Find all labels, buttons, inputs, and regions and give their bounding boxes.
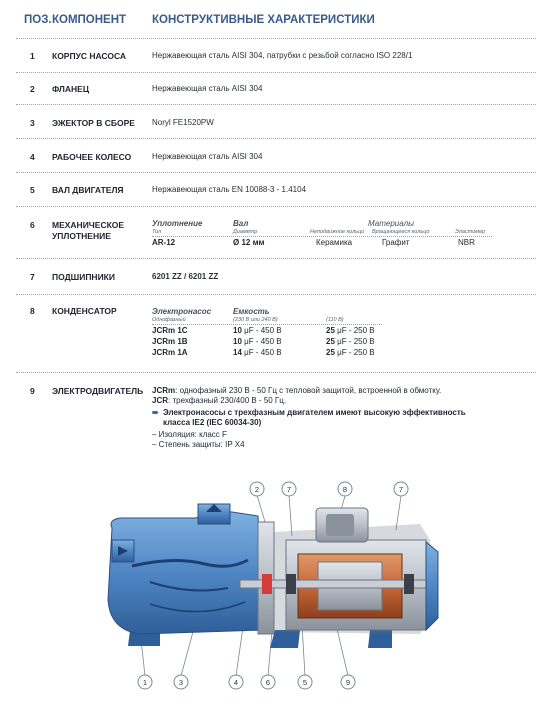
motor-model-three: JCR (152, 396, 169, 405)
row-number: 4 (30, 152, 35, 162)
capacity-110-value: 25 (326, 348, 335, 357)
divider (16, 172, 536, 173)
divider (16, 206, 536, 207)
row-component: ВАЛ ДВИГАТЕЛЯ (52, 185, 124, 195)
divider (16, 104, 536, 105)
pump-sub-label: Однофазный (152, 317, 186, 323)
divider (16, 72, 536, 73)
diagram-label: 8 (342, 485, 348, 494)
motor-insulation: – Изоляция: класс F (152, 430, 227, 439)
header-component: КОМПОНЕНТ (52, 14, 127, 26)
diagram-label: 6 (265, 678, 271, 687)
motor-line1: : однофазный 230 В - 50 Гц с тепловой защитой, встроенной в обмотку. (175, 386, 442, 395)
arrow-icon: ➠ (152, 408, 159, 417)
row-component: ФЛАНЕЦ (52, 84, 90, 94)
diagram-label: 5 (302, 678, 308, 687)
row-component: ПОДШИПНИКИ (52, 272, 115, 282)
capacity-110-unit: μF - 250 В (334, 348, 375, 357)
row-number: 7 (30, 272, 35, 282)
fixed-ring-value: Керамика (316, 238, 353, 247)
row-number: 6 (30, 220, 35, 230)
shaft-diameter-label: Диаметр (233, 229, 258, 235)
capacity-230-value: 10 (233, 337, 242, 346)
capacity-110-unit: μF - 250 В (334, 326, 375, 335)
row-number: 2 (30, 84, 35, 94)
fixed-ring-label: Неподвижное кольцо (310, 229, 365, 235)
divider (16, 372, 536, 373)
shaft-value: Ø 12 мм (233, 238, 265, 247)
row-text: Нержавеющая сталь EN 10088-3 - 1.4104 (152, 185, 307, 194)
row-component: РАБОЧЕЕ КОЛЕСО (52, 152, 132, 162)
row-text: Нержавеющая сталь AISI 304 (152, 84, 263, 93)
capacitor-model: JCRm 1C (152, 326, 188, 335)
motor-model-single: JCRm (152, 386, 176, 395)
capacity-sub-label: (230 В или 240 В) (233, 317, 278, 323)
row-text: Noryl FE1520PW (152, 118, 214, 127)
diagram-label: 2 (254, 485, 260, 494)
capacity-230-value: 14 (233, 348, 242, 357)
pump-label: Электронасос (152, 307, 212, 316)
diagram-label: 3 (178, 678, 184, 687)
row-number: 3 (30, 118, 35, 128)
capacitor-model: JCRm 1B (152, 337, 188, 346)
row-component: ЭЖЕКТОР В СБОРЕ (52, 118, 135, 128)
elastomer-label: Эластомер (455, 229, 486, 235)
capacity-label: Емкость (233, 307, 270, 316)
diagram-label: 4 (233, 678, 239, 687)
capacity-sub2-label: (110 В) (326, 317, 344, 323)
seal-type-label: Тип (152, 229, 162, 235)
seal-label: Уплотнение (152, 219, 203, 228)
row-number: 5 (30, 185, 35, 195)
sub-divider (152, 324, 382, 325)
capacity-110-unit: μF - 250 В (334, 337, 375, 346)
motor-line2: : трехфазный 230/400 В - 50 Гц. (168, 396, 287, 405)
row-component-line2: УПЛОТНЕНИЕ (52, 231, 111, 241)
motor-protection: – Степень защиты: IP X4 (152, 440, 245, 449)
diagram-label: 7 (398, 485, 404, 494)
row-text: Нержавеющая сталь AISI 304 (152, 152, 263, 161)
motor-efficiency-line: Электронасосы с трехфазным двигателем имеют высокую эффективность (163, 408, 466, 417)
diagram-labels-top (250, 482, 408, 496)
header-characteristics: КОНСТРУКТИВНЫЕ ХАРАКТЕРИСТИКИ (152, 14, 375, 26)
shaft-label: Вал (233, 219, 249, 228)
table-header (0, 12, 549, 32)
capacity-230-unit: μF - 450 В (241, 348, 282, 357)
materials-label: Материалы (368, 219, 414, 228)
capacitor-model: JCRm 1A (152, 348, 188, 357)
motor-efficiency-class: класса IE2 (IEC 60034-30) (163, 418, 262, 427)
row-component: КОНДЕНСАТОР (52, 306, 117, 316)
divider (16, 294, 536, 295)
header-pos: ПОЗ. (24, 14, 52, 26)
capacity-230-unit: μF - 450 В (241, 326, 282, 335)
seal-value: AR-12 (152, 238, 176, 247)
divider (16, 138, 536, 139)
row-number: 1 (30, 51, 35, 61)
row-component: КОРПУС НАСОСА (52, 51, 127, 61)
diagram-label: 7 (286, 485, 292, 494)
capacity-110-value: 25 (326, 337, 335, 346)
diagram-label: 9 (345, 678, 351, 687)
diagram-label: 1 (142, 678, 148, 687)
capacity-230-value: 10 (233, 326, 242, 335)
elastomer-value: NBR (458, 238, 475, 247)
capacity-110-value: 25 (326, 326, 335, 335)
row-number: 8 (30, 306, 35, 316)
rotating-ring-value: Графит (382, 238, 410, 247)
divider (16, 38, 536, 39)
pump-cutaway-illustration (0, 470, 549, 709)
row-text: 6201 ZZ / 6201 ZZ (152, 272, 219, 281)
row-component: ЭЛЕКТРОДВИГАТЕЛЬ (52, 386, 144, 396)
row-number: 9 (30, 386, 35, 396)
divider (16, 258, 536, 259)
diagram-labels-bottom (138, 675, 355, 689)
capacity-230-unit: μF - 450 В (241, 337, 282, 346)
row-text: Нержавеющая сталь AISI 304, патрубки с резьбой согласно ISO 228/1 (152, 51, 413, 60)
sub-divider (152, 236, 492, 237)
row-component-line1: МЕХАНИЧЕСКОЕ (52, 220, 125, 230)
rotating-ring-label: Вращающееся кольцо (372, 229, 430, 235)
